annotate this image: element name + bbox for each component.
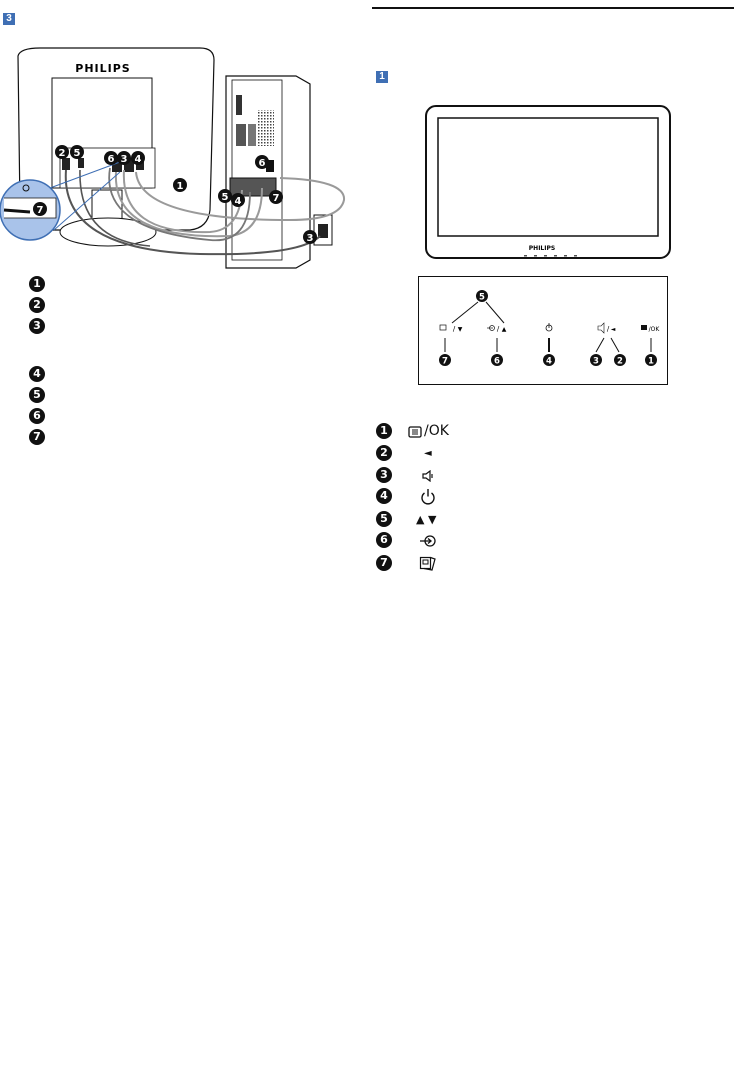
svg-text:1: 1 [176, 181, 184, 192]
control-panel-frame [419, 277, 668, 385]
left-legend-num-7: 7 [29, 429, 45, 445]
callout-2-outlet [303, 230, 317, 244]
callout-5-monitor [70, 145, 84, 159]
callout-4-monitor [131, 151, 145, 165]
svg-text:7: 7 [272, 193, 280, 204]
callout-2-monitor [55, 145, 69, 159]
svg-text:▼: ▼ [457, 326, 463, 333]
svg-text:1: 1 [648, 356, 654, 367]
svg-text:6: 6 [494, 356, 500, 367]
left-arrow-icon: ◄ [424, 448, 432, 459]
svg-text:4: 4 [546, 356, 552, 367]
right-legend-num-5: 5 [376, 511, 392, 527]
svg-text:◄: ◄ [610, 326, 616, 333]
svg-text:6: 6 [258, 158, 266, 169]
callout-5-pc [255, 155, 269, 169]
monitor-front-brand: PHILIPS [528, 245, 556, 252]
callout-3-monitor [117, 151, 131, 165]
callout-4-pc [218, 189, 232, 203]
svg-text:2: 2 [617, 356, 623, 367]
monitor-front-screen [438, 118, 658, 236]
svg-text:4: 4 [134, 154, 142, 165]
right-legend-num-6: 6 [376, 532, 392, 548]
menu-ok-icon [408, 426, 422, 438]
left-legend-num-6: 6 [29, 408, 45, 424]
monitor-front-diagram [424, 104, 674, 264]
svg-text:/: / [452, 325, 456, 333]
speaker-icon [422, 470, 434, 482]
svg-text:▲: ▲ [501, 326, 507, 333]
left-legend-num-4: 4 [29, 366, 45, 382]
rear-connection-diagram [0, 40, 360, 310]
svg-text:6: 6 [107, 154, 115, 165]
right-legend-num-3: 3 [376, 467, 392, 483]
left-legend-num-2: 2 [29, 297, 45, 313]
right-legend-label-1: /OK [424, 423, 449, 439]
svg-text:3: 3 [120, 154, 128, 165]
callout-6-pc [269, 190, 283, 204]
callout-1-monitor [173, 178, 187, 192]
callout-7-zoom [33, 202, 47, 216]
header-rule [372, 7, 734, 9]
input-icon [419, 534, 437, 548]
right-legend-num-2: 2 [376, 445, 392, 461]
svg-text:/: / [606, 325, 610, 333]
svg-text:/: / [496, 325, 500, 333]
svg-text:3: 3 [593, 356, 599, 367]
svg-text:2: 2 [58, 148, 66, 159]
svg-text:3: 3 [306, 233, 314, 244]
svg-text:4: 4 [234, 196, 242, 207]
step-badge-right: 1 [376, 71, 388, 83]
right-legend-num-1: 1 [376, 423, 392, 439]
step-badge-left: 3 [3, 13, 15, 25]
svg-text:5: 5 [479, 292, 485, 303]
svg-text:5: 5 [221, 192, 229, 203]
svg-text:7: 7 [36, 205, 44, 216]
up-down-arrows-icon: ▲ ▼ [416, 513, 437, 526]
monitor-back-brand: PHILIPS [75, 62, 131, 75]
left-legend-num-3: 3 [29, 318, 45, 334]
svg-text:7: 7 [442, 356, 448, 367]
callout-6-monitor [104, 151, 118, 165]
left-legend-num-1: 1 [29, 276, 45, 292]
left-legend-num-5: 5 [29, 387, 45, 403]
right-legend-num-7: 7 [376, 555, 392, 571]
svg-text:/OK: /OK [648, 326, 660, 333]
svg-text:5: 5 [73, 148, 81, 159]
control-panel-diagram [418, 276, 668, 386]
smartimage-icon [419, 556, 437, 572]
right-legend-num-4: 4 [376, 488, 392, 504]
power-icon [420, 488, 436, 505]
callout-3-pc [231, 193, 245, 207]
